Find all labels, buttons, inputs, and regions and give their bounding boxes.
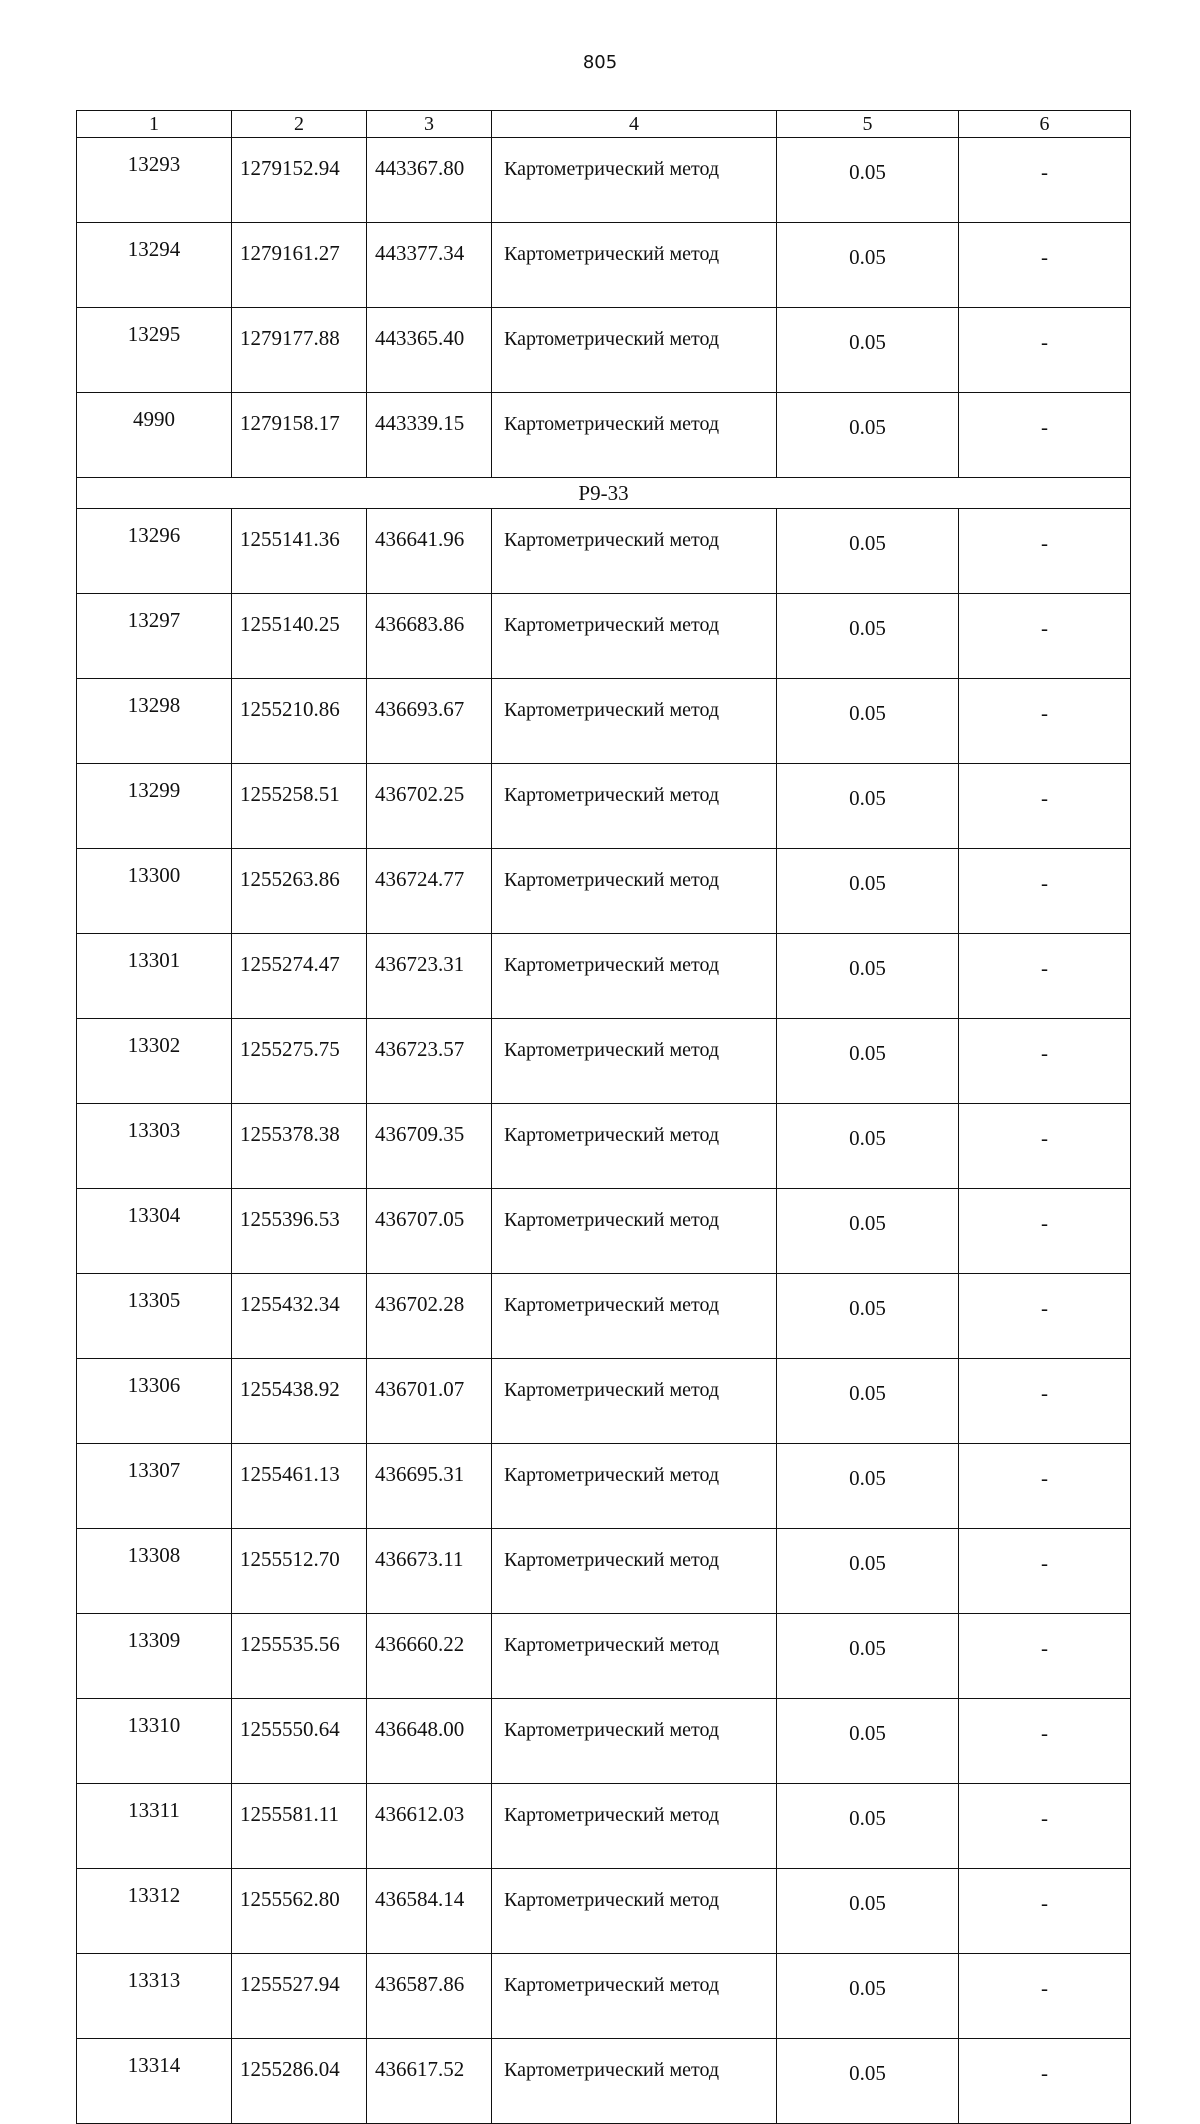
note-cell: - — [959, 138, 1131, 223]
accuracy-cell: 0.05 — [777, 679, 959, 764]
y-coordinate-cell: 436724.77 — [367, 849, 492, 934]
method-cell: Картометрический метод — [492, 393, 777, 478]
point-number-cell: 4990 — [77, 393, 232, 478]
y-coordinate-cell: 436707.05 — [367, 1189, 492, 1274]
y-coordinate-cell: 436641.96 — [367, 509, 492, 594]
method-cell: Картометрический метод — [492, 1614, 777, 1699]
table-row — [77, 1189, 1131, 1274]
method-cell: Картометрический метод — [492, 1359, 777, 1444]
note-cell: - — [959, 764, 1131, 849]
table-row — [77, 1784, 1131, 1869]
point-number-cell: 13314 — [77, 2039, 232, 2124]
x-coordinate-cell: 1255581.11 — [232, 1784, 367, 1869]
section-row — [77, 478, 1131, 509]
x-coordinate-cell: 1255535.56 — [232, 1614, 367, 1699]
accuracy-cell: 0.05 — [777, 1019, 959, 1104]
y-coordinate-cell: 436683.86 — [367, 594, 492, 679]
accuracy-cell: 0.05 — [777, 223, 959, 308]
y-coordinate-cell: 436709.35 — [367, 1104, 492, 1189]
x-coordinate-cell: 1255140.25 — [232, 594, 367, 679]
accuracy-cell: 0.05 — [777, 1784, 959, 1869]
method-cell: Картометрический метод — [492, 1529, 777, 1614]
point-number-cell: 13312 — [77, 1869, 232, 1954]
note-cell: - — [959, 223, 1131, 308]
table-row — [77, 679, 1131, 764]
method-cell: Картометрический метод — [492, 1784, 777, 1869]
note-cell: - — [959, 1359, 1131, 1444]
x-coordinate-cell: 1255378.38 — [232, 1104, 367, 1189]
accuracy-cell: 0.05 — [777, 1444, 959, 1529]
accuracy-cell: 0.05 — [777, 849, 959, 934]
x-coordinate-cell: 1279158.17 — [232, 393, 367, 478]
point-number-cell: 13308 — [77, 1529, 232, 1614]
x-coordinate-cell: 1255210.86 — [232, 679, 367, 764]
method-cell: Картометрический метод — [492, 679, 777, 764]
accuracy-cell: 0.05 — [777, 393, 959, 478]
accuracy-cell: 0.05 — [777, 1614, 959, 1699]
note-cell: - — [959, 1274, 1131, 1359]
accuracy-cell: 0.05 — [777, 934, 959, 1019]
column-header: 4 — [492, 111, 777, 138]
note-cell: - — [959, 934, 1131, 1019]
y-coordinate-cell: 436584.14 — [367, 1869, 492, 1954]
x-coordinate-cell: 1279177.88 — [232, 308, 367, 393]
accuracy-cell: 0.05 — [777, 1274, 959, 1359]
note-cell: - — [959, 2039, 1131, 2124]
method-cell: Картометрический метод — [492, 764, 777, 849]
note-cell: - — [959, 679, 1131, 764]
accuracy-cell: 0.05 — [777, 138, 959, 223]
point-number-cell: 13311 — [77, 1784, 232, 1869]
accuracy-cell: 0.05 — [777, 1699, 959, 1784]
y-coordinate-cell: 436648.00 — [367, 1699, 492, 1784]
x-coordinate-cell: 1255286.04 — [232, 2039, 367, 2124]
method-cell: Картометрический метод — [492, 1444, 777, 1529]
point-number-cell: 13301 — [77, 934, 232, 1019]
y-coordinate-cell: 436612.03 — [367, 1784, 492, 1869]
point-number-cell: 13304 — [77, 1189, 232, 1274]
table-row — [77, 1869, 1131, 1954]
x-coordinate-cell: 1255562.80 — [232, 1869, 367, 1954]
table-row — [77, 223, 1131, 308]
accuracy-cell: 0.05 — [777, 2039, 959, 2124]
method-cell: Картометрический метод — [492, 849, 777, 934]
y-coordinate-cell: 436587.86 — [367, 1954, 492, 2039]
point-number-cell: 13296 — [77, 509, 232, 594]
method-cell: Картометрический метод — [492, 1699, 777, 1784]
y-coordinate-cell: 443365.40 — [367, 308, 492, 393]
accuracy-cell: 0.05 — [777, 509, 959, 594]
accuracy-cell: 0.05 — [777, 594, 959, 679]
note-cell: - — [959, 1784, 1131, 1869]
note-cell: - — [959, 1529, 1131, 1614]
note-cell: - — [959, 1699, 1131, 1784]
table-row — [77, 393, 1131, 478]
method-cell: Картометрический метод — [492, 1104, 777, 1189]
x-coordinate-cell: 1255527.94 — [232, 1954, 367, 2039]
y-coordinate-cell: 436673.11 — [367, 1529, 492, 1614]
table-row — [77, 1614, 1131, 1699]
note-cell: - — [959, 1019, 1131, 1104]
x-coordinate-cell: 1255263.86 — [232, 849, 367, 934]
y-coordinate-cell: 436617.52 — [367, 2039, 492, 2124]
y-coordinate-cell: 436695.31 — [367, 1444, 492, 1529]
x-coordinate-cell: 1255461.13 — [232, 1444, 367, 1529]
y-coordinate-cell: 443377.34 — [367, 223, 492, 308]
point-number-cell: 13299 — [77, 764, 232, 849]
point-number-cell: 13305 — [77, 1274, 232, 1359]
table-row — [77, 1274, 1131, 1359]
table-row — [77, 2039, 1131, 2124]
accuracy-cell: 0.05 — [777, 1954, 959, 2039]
x-coordinate-cell: 1255550.64 — [232, 1699, 367, 1784]
x-coordinate-cell: 1255258.51 — [232, 764, 367, 849]
y-coordinate-cell: 436693.67 — [367, 679, 492, 764]
note-cell: - — [959, 1104, 1131, 1189]
table-row — [77, 1954, 1131, 2039]
x-coordinate-cell: 1255275.75 — [232, 1019, 367, 1104]
note-cell: - — [959, 509, 1131, 594]
accuracy-cell: 0.05 — [777, 1359, 959, 1444]
point-number-cell: 13306 — [77, 1359, 232, 1444]
x-coordinate-cell: 1255432.34 — [232, 1274, 367, 1359]
accuracy-cell: 0.05 — [777, 764, 959, 849]
accuracy-cell: 0.05 — [777, 1189, 959, 1274]
column-header: 1 — [77, 111, 232, 138]
method-cell: Картометрический метод — [492, 509, 777, 594]
method-cell: Картометрический метод — [492, 1019, 777, 1104]
x-coordinate-cell: 1255396.53 — [232, 1189, 367, 1274]
table-row — [77, 849, 1131, 934]
point-number-cell: 13300 — [77, 849, 232, 934]
table-row — [77, 308, 1131, 393]
accuracy-cell: 0.05 — [777, 1529, 959, 1614]
point-number-cell: 13309 — [77, 1614, 232, 1699]
y-coordinate-cell: 436723.31 — [367, 934, 492, 1019]
coordinates-table — [76, 110, 1131, 2124]
x-coordinate-cell: 1255274.47 — [232, 934, 367, 1019]
x-coordinate-cell: 1279152.94 — [232, 138, 367, 223]
point-number-cell: 13293 — [77, 138, 232, 223]
method-cell: Картометрический метод — [492, 934, 777, 1019]
point-number-cell: 13295 — [77, 308, 232, 393]
accuracy-cell: 0.05 — [777, 308, 959, 393]
table-row — [77, 1529, 1131, 1614]
note-cell: - — [959, 393, 1131, 478]
section-title: Р9-33 — [77, 478, 1131, 509]
table-row — [77, 509, 1131, 594]
y-coordinate-cell: 443339.15 — [367, 393, 492, 478]
column-header: 2 — [232, 111, 367, 138]
table-row — [77, 1019, 1131, 1104]
y-coordinate-cell: 436723.57 — [367, 1019, 492, 1104]
note-cell: - — [959, 1954, 1131, 2039]
method-cell: Картометрический метод — [492, 1869, 777, 1954]
y-coordinate-cell: 436660.22 — [367, 1614, 492, 1699]
method-cell: Картометрический метод — [492, 138, 777, 223]
header-row — [77, 111, 1131, 138]
method-cell: Картометрический метод — [492, 308, 777, 393]
table-row — [77, 764, 1131, 849]
note-cell: - — [959, 1869, 1131, 1954]
y-coordinate-cell: 443367.80 — [367, 138, 492, 223]
point-number-cell: 13294 — [77, 223, 232, 308]
column-header: 6 — [959, 111, 1131, 138]
note-cell: - — [959, 1444, 1131, 1529]
point-number-cell: 13303 — [77, 1104, 232, 1189]
x-coordinate-cell: 1255141.36 — [232, 509, 367, 594]
page-number: 805 — [582, 52, 618, 73]
point-number-cell: 13297 — [77, 594, 232, 679]
point-number-cell: 13302 — [77, 1019, 232, 1104]
point-number-cell: 13307 — [77, 1444, 232, 1529]
table-row — [77, 1104, 1131, 1189]
note-cell: - — [959, 1189, 1131, 1274]
column-header: 3 — [367, 111, 492, 138]
column-header: 5 — [777, 111, 959, 138]
accuracy-cell: 0.05 — [777, 1869, 959, 1954]
method-cell: Картометрический метод — [492, 223, 777, 308]
table-body — [77, 111, 1131, 2124]
method-cell: Картометрический метод — [492, 1189, 777, 1274]
note-cell: - — [959, 308, 1131, 393]
table-row — [77, 1444, 1131, 1529]
note-cell: - — [959, 1614, 1131, 1699]
method-cell: Картометрический метод — [492, 1954, 777, 2039]
point-number-cell: 13298 — [77, 679, 232, 764]
note-cell: - — [959, 849, 1131, 934]
y-coordinate-cell: 436702.25 — [367, 764, 492, 849]
x-coordinate-cell: 1255438.92 — [232, 1359, 367, 1444]
table-row — [77, 1359, 1131, 1444]
method-cell: Картометрический метод — [492, 2039, 777, 2124]
point-number-cell: 13310 — [77, 1699, 232, 1784]
point-number-cell: 13313 — [77, 1954, 232, 2039]
x-coordinate-cell: 1255512.70 — [232, 1529, 367, 1614]
y-coordinate-cell: 436702.28 — [367, 1274, 492, 1359]
table-row — [77, 1699, 1131, 1784]
method-cell: Картометрический метод — [492, 1274, 777, 1359]
y-coordinate-cell: 436701.07 — [367, 1359, 492, 1444]
method-cell: Картометрический метод — [492, 594, 777, 679]
table-row — [77, 594, 1131, 679]
table-row — [77, 934, 1131, 1019]
x-coordinate-cell: 1279161.27 — [232, 223, 367, 308]
accuracy-cell: 0.05 — [777, 1104, 959, 1189]
note-cell: - — [959, 594, 1131, 679]
table-row — [77, 138, 1131, 223]
